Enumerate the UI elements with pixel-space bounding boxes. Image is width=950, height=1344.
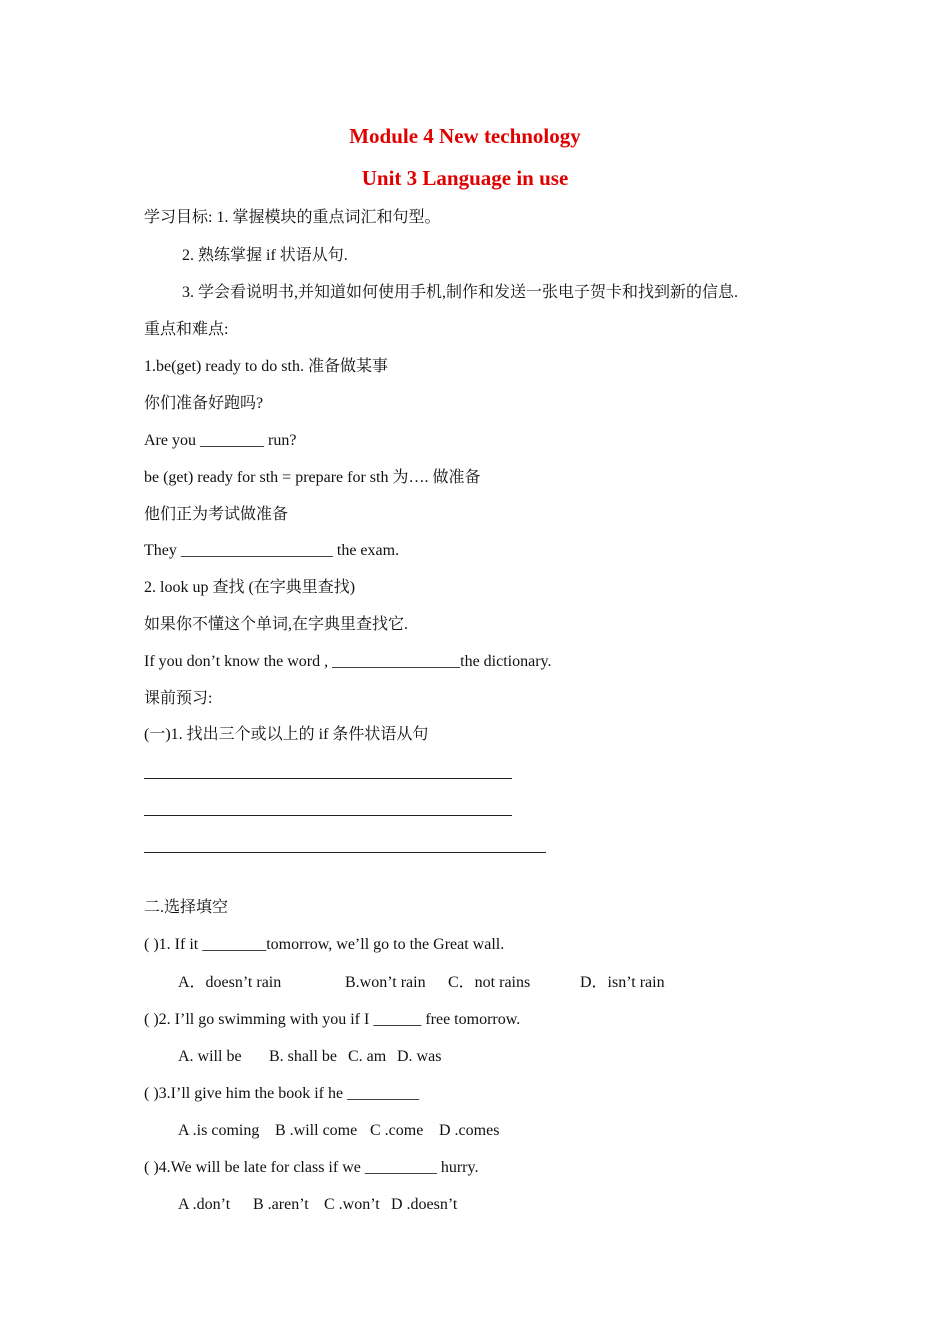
question-stem: ( )4.We will be late for class if we _________ hurry. [144, 1159, 479, 1176]
question-option: B. shall be [269, 1048, 337, 1065]
preview-task-1: (一)1. 找出三个或以上的 if 条件状语从句 [144, 726, 429, 743]
question-option: B .will come [275, 1122, 358, 1139]
key-point-line: 他们正为考试做准备 [144, 506, 289, 523]
question-option: D .comes [439, 1122, 500, 1139]
choice-heading: 二.选择填空 [144, 899, 229, 916]
preview-heading: 课前预习: [144, 690, 213, 707]
answer-blank-line[interactable] [144, 815, 512, 816]
question-stem: ( )3.I’ll give him the book if he _________ [144, 1085, 420, 1102]
key-point-line: be (get) ready for sth = prepare for sth 为…. 做准备 [144, 469, 481, 486]
question-option: A．doesn’t rain [178, 974, 282, 991]
answer-blank-line[interactable] [144, 852, 546, 853]
objectives-line-2: 2. 熟练掌握 if 状语从句. [182, 247, 348, 264]
objectives-line-1: 学习目标: 1. 掌握模块的重点词汇和句型。 [144, 209, 441, 226]
question-option: D．isn’t rain [580, 974, 665, 991]
key-point-line: Are you ________ run? [144, 432, 297, 449]
key-point-line: If you don’t know the word , ________________the dictionary. [144, 653, 552, 670]
unit-subtitle: Unit 3 Language in use [361, 166, 569, 190]
question-option: A. will be [178, 1048, 242, 1065]
key-point-line: 如果你不懂这个单词,在字典里查找它. [144, 616, 409, 633]
question-stem: ( )1. If it ________tomorrow, we’ll go to the Great wall. [144, 936, 505, 953]
objectives-line-3: 3. 学会看说明书,并知道如何使用手机,制作和发送一张电子贺卡和找到新的信息. [182, 284, 739, 301]
question-option: B .aren’t [253, 1196, 309, 1213]
question-option: C．not rains [448, 974, 531, 991]
question-option: C .won’t [324, 1196, 380, 1213]
key-point-line: They ___________________ the exam. [144, 542, 400, 559]
answer-blank-line[interactable] [144, 778, 512, 779]
question-option: B.won’t rain [345, 974, 426, 991]
module-title: Module 4 New technology [349, 124, 581, 148]
question-stem: ( )2. I’ll go swimming with you if I ______ free tomorrow. [144, 1011, 521, 1028]
question-option: D. was [397, 1048, 442, 1065]
question-option: D .doesn’t [391, 1196, 458, 1213]
key-point-line: 你们准备好跑吗? [144, 395, 264, 412]
key-point-line: 2. look up 查找 (在字典里查找) [144, 579, 356, 596]
question-option: A .don’t [178, 1196, 231, 1213]
question-option: C. am [348, 1048, 387, 1065]
question-option: C .come [370, 1122, 424, 1139]
key-point-line: 1.be(get) ready to do sth. 准备做某事 [144, 358, 388, 375]
question-option: A .is coming [178, 1122, 260, 1139]
key-points-heading: 重点和难点: [144, 321, 229, 338]
